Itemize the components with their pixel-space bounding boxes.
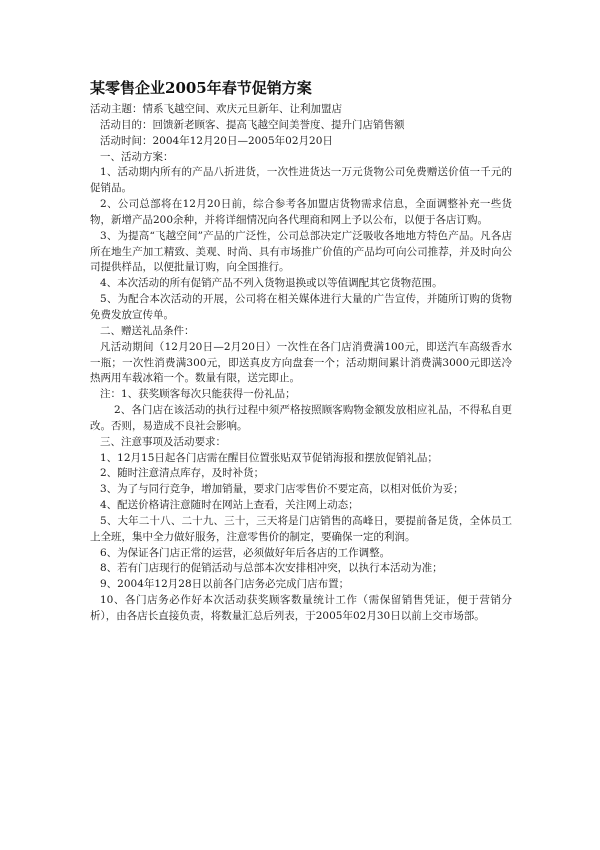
paragraph: 1、12月15日起各门店需在醒目位置张贴双节促销海报和摆放促销礼品； bbox=[100, 451, 438, 464]
paragraph: 活动时间：2004年12月20日—2005年02月20日 bbox=[100, 134, 333, 147]
paragraph: 2、公司总部将在12月20日前，综合参考各加盟店货物需求信息，全面调整补充一些货物，新增产品200余种，并将详细情况向各代理商和网上予以公布，以便于各店订购。 bbox=[90, 198, 512, 226]
paragraph: 二、赠送礼品条件： bbox=[100, 324, 195, 337]
paragraph: 2、随时注意清点库存，及时补货； bbox=[100, 467, 265, 480]
paragraph: 2、各门店在该活动的执行过程中须严格按照顾客购物金额发放相应礼品，不得私自更改。否则，易造成不良社会影响。 bbox=[90, 404, 512, 432]
paragraph: 活动目的：回馈新老顾客、提高飞越空间美誉度、提升门店销售额 bbox=[100, 118, 405, 131]
paragraph: 3、为提高“飞越空间”产品的广泛性，公司总部决定广泛吸收各地地方特色产品。凡各店所在地生产加工精致、美观、时尚、具有市场推广价值的产品均可向公司推荐，并及时向公司提供样品，以便批量订购，向全国推行。 bbox=[90, 229, 512, 274]
paragraph: 1、活动期内所有的产品八折进货，一次性进货达一万元货物公司免费赠送价值一千元的促销品。 bbox=[90, 166, 512, 195]
paragraph: 4、配送价格请注意随时在网站上查看，关注网上动态； bbox=[100, 499, 359, 512]
paragraph: 10、各门店务必作好本次活动获奖顾客数量统计工作（需保留销售凭证，便于营销分析），由各店长直接负责，将数量汇总后列表，于2005年02月30日以前上交市场部。 bbox=[90, 594, 512, 622]
paragraph: 8、若有门店现行的促销活动与总部本次安排相冲突，以执行本活动为准； bbox=[100, 562, 443, 575]
document-page bbox=[90, 78, 512, 625]
paragraph: 凡活动期间（12月20日—2月20日）一次性在各门店消费满100元，即送汽车高级香水一瓶；一次性消费满300元，即送真皮方向盘套一个；活动期间累计消费满3000元即送冷热两用车载冰箱一个。数量有限，送完即止。 bbox=[90, 340, 512, 385]
paragraph: 4、本次活动的所有促销产品不列入货物退换或以等值调配其它货物范围。 bbox=[100, 277, 443, 290]
paragraph: 一、活动方案： bbox=[100, 150, 174, 163]
paragraph: 5、为配合本次活动的开展，公司将在相关媒体进行大量的广告宣传，并随所订购的货物免费发放宣传单。 bbox=[90, 293, 512, 321]
paragraph: 三、注意事项及活动要求： bbox=[100, 435, 226, 448]
paragraph: 9、2004年12月28日以前各门店务必完成门店布置； bbox=[100, 578, 350, 591]
document-title: 某零售企业2005年春节促销方案 bbox=[90, 79, 312, 97]
paragraph: 注：1、获奖顾客每次只能获得一份礼品； bbox=[100, 388, 296, 401]
paragraph: 3、为了与同行竞争，增加销量，要求门店零售价不要定高，以相对低价为妥； bbox=[100, 483, 464, 496]
paragraph: 6、为保证各门店正常的运营，必须做好年后各店的工作调整。 bbox=[100, 546, 391, 559]
paragraph: 5、大年二十八、二十九、三十，三天将是门店销售的高峰日，要提前备足货，全体员工上全班，集中全力做好服务，注意零售价的制定，要确保一定的利润。 bbox=[90, 514, 512, 543]
document-body bbox=[90, 102, 512, 625]
paragraph: 活动主题：情系飞越空间、欢庆元旦新年、让利加盟店 bbox=[90, 103, 342, 115]
